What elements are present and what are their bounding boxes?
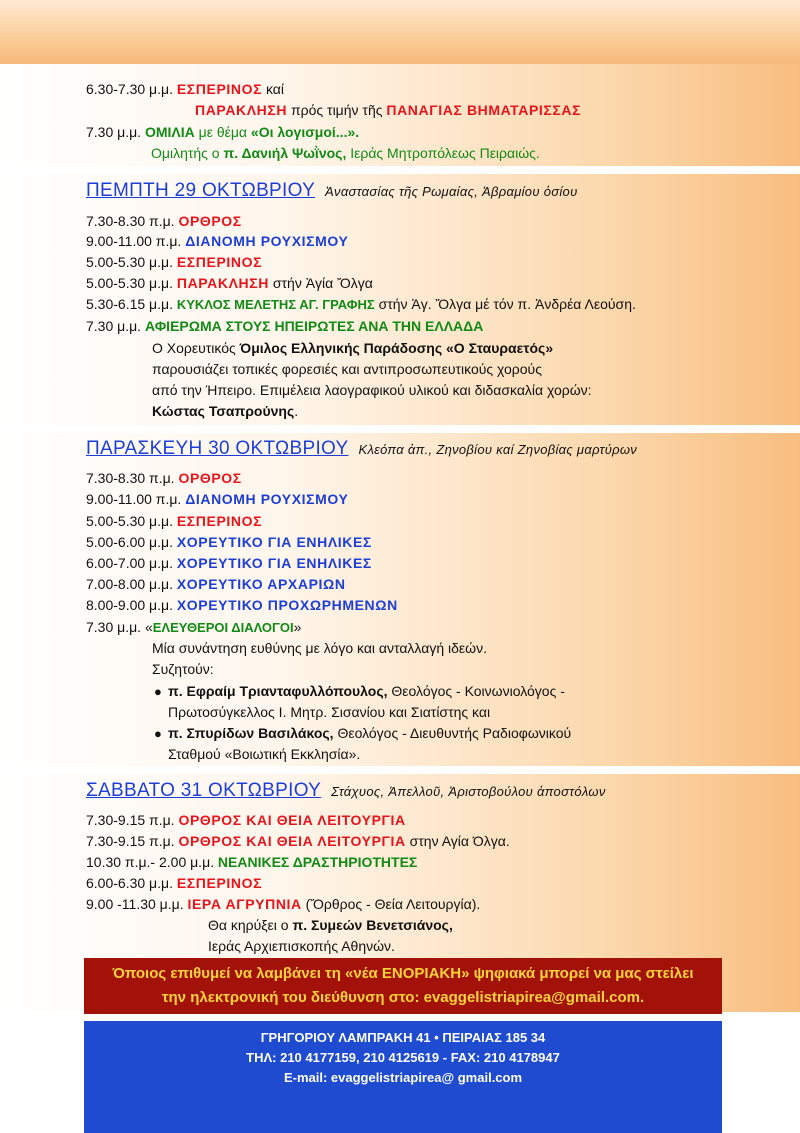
time: 8.00-9.00 μ.μ. — [86, 597, 173, 613]
speaker-name: π. Σπυρίδων Βασιλάκος, — [168, 725, 334, 741]
speaker-title: Πρωτοσύγκελλος Ι. Μητρ. Σισανίου και Σιατίστης και — [168, 704, 491, 720]
event: ΠΑΡΑΚΛΗΣΗ — [176, 275, 269, 291]
day-title: ΠΑΡΑΣΚΕΥΗ 30 ΟΚΤΩΒΡΙΟΥ — [86, 438, 349, 459]
newsletter-notice — [84, 958, 722, 1014]
quote-close: » — [293, 619, 302, 635]
text: . — [294, 403, 299, 419]
text: Μία συνάντηση ευθύνης με λόγο και ανταλλαγή ιδεών. — [152, 640, 487, 656]
schedule-row — [86, 617, 301, 638]
event-name: ΠΑΝΑΓΙΑΣ ΒΗΜΑΤΑΡΙΣΣΑΣ — [386, 102, 582, 118]
group-name: Όμιλος Ελληνικής Παράδοσης «Ο Σταυραετός» — [239, 340, 554, 356]
schedule-row — [86, 511, 262, 531]
text: Ο Χορευτικός — [152, 340, 236, 356]
day-title: ΠΕΜΠΤΗ 29 ΟΚΤΩΒΡΙΟΥ — [86, 180, 316, 201]
phones: ΤΗΛ: 210 4177159, 210 4125619 - FAX: 210 4178947 — [246, 1050, 560, 1065]
event: ΔΙΑΝΟΜΗ ΡΟΥΧΙΣΜΟΥ — [185, 491, 349, 507]
text: από την Ήπειρο. Επιμέλεια λαογραφικού υλικού και διδασκαλία χορών: — [152, 382, 592, 398]
quote-open: « — [144, 619, 153, 635]
event: ΝΕΑΝΙΚΕΣ ΔΡΑΣΤΗΡΙΟΤΗΤΕΣ — [217, 854, 418, 870]
location: στήν Ἁγ. Ὄλγα μέ τόν π. Ἀνδρέα Λεούση. — [378, 296, 636, 312]
time: 6.00-7.00 μ.μ. — [86, 555, 173, 571]
schedule-row — [86, 553, 372, 573]
location: στήν Ἁγία Ὄλγα — [272, 275, 373, 291]
contact-footer — [84, 1021, 722, 1133]
schedule-row — [86, 574, 346, 594]
time: 5.00-5.30 μ.μ. — [86, 254, 173, 270]
event: ΙΕΡΑ ΑΓΡΥΠΝΙΑ — [187, 896, 302, 912]
day-heading-thursday — [86, 180, 578, 202]
event: ΑΦΙΕΡΩΜΑ ΣΤΟΥΣ ΗΠΕΙΡΩΤΕΣ ΑΝΑ ΤΗΝ ΕΛΛΑΔΑ — [144, 318, 484, 334]
text: με θέμα — [198, 124, 248, 140]
description-line — [152, 401, 298, 421]
event-paraklisi: ΠΑΡΑΚΛΗΣΗ — [195, 102, 288, 118]
event: ΕΣΠΕΡΙΝΟΣ — [176, 875, 263, 891]
schedule-row — [86, 831, 510, 851]
bullet-icon: ● — [154, 726, 162, 741]
person-name: Κώστας Τσαπρούνης — [152, 403, 295, 419]
day-title: ΣΑΒΒΑΤΟ 31 ΟΚΤΩΒΡΙΟΥ — [86, 780, 322, 801]
event: ΧΟΡΕΥΤΙΚΟ ΑΡΧΑΡΙΩΝ — [176, 576, 346, 592]
preacher-name: π. Συμεών Βενετσιάνος, — [292, 917, 453, 933]
separator-3 — [0, 766, 800, 774]
notice-line: την ηλεκτρονική του διεύθυνση στο: evaggelistriapirea@gmail.com. — [161, 989, 645, 1006]
event: ΧΟΡΕΥΤΙΚΟ ΓΙΑ ΕΝΗΛΙΚΕΣ — [176, 534, 372, 550]
time: 5.00-5.30 μ.μ. — [86, 513, 173, 529]
address: ΓΡΗΓΟΡΙΟΥ ΛΑΜΠΡΑΚΗ 41 • ΠΕΙΡΑΙΑΣ 185 34 — [260, 1030, 546, 1045]
event: ΕΛΕΥΘΕΡΟΙ ΔΙΑΛΟΓΟΙ — [152, 620, 294, 635]
event-vespers: ΕΣΠΕΡΙΝΟΣ — [176, 81, 263, 97]
separator-1 — [0, 166, 800, 174]
description-line — [152, 638, 487, 658]
schedule-row — [86, 211, 242, 231]
description: (Ὄρθρος - Θεία Λειτουργία). — [305, 896, 481, 912]
time: 5.30-6.15 μ.μ. — [86, 296, 173, 312]
schedule-row — [86, 231, 348, 251]
text: παρουσιάζει τοπικές φορεσιές και αντιπροσωπευτικούς χορούς — [152, 361, 542, 377]
location: στην Αγία Όλγα. — [409, 833, 510, 849]
time: 5.00-6.00 μ.μ. — [86, 534, 173, 550]
text: Ιεράς Αρχιεπισκοπής Αθηνών. — [208, 938, 395, 954]
time: 5.00-5.30 μ.μ. — [86, 275, 173, 291]
saints-of-day: Στάχυος, Ἀπελλοῦ, Ἀριστοβούλου ἀποστόλων — [331, 784, 606, 799]
description-line — [152, 338, 553, 358]
time: 7.30-8.30 π.μ. — [86, 213, 175, 229]
prev-line-1 — [86, 79, 284, 99]
schedule-row — [86, 468, 242, 488]
time: 10.30 π.μ.- 2.00 μ.μ. — [86, 854, 215, 870]
notice-line: Όποιος επιθυμεί να λαμβάνει τη «νέα ΕΝΟΡΙΑΚΗ» ψηφιακά μπορεί να μας στείλει — [112, 965, 694, 982]
description-line — [152, 380, 592, 400]
time: 7.30-8.30 π.μ. — [86, 470, 175, 486]
time: 9.00-11.00 π.μ. — [86, 491, 182, 507]
top-band — [0, 0, 800, 64]
text: πρός τιμήν τῆς — [291, 102, 383, 118]
event-homily: ΟΜΙΛΙΑ — [144, 124, 195, 140]
bullet-icon: ● — [154, 684, 162, 699]
schedule-row — [86, 894, 480, 914]
schedule-row — [86, 489, 348, 509]
conjunction: καί — [265, 81, 285, 97]
schedule-row — [86, 273, 373, 293]
speaker-name: π. Δανιήλ Ψωῒνος, — [223, 145, 347, 161]
speaker-row — [154, 681, 565, 702]
day-heading-saturday — [86, 780, 606, 802]
saints-of-day: Κλεόπα ἀπ., Ζηνοβίου καί Ζηνοβίας μαρτύρων — [358, 442, 638, 457]
description-line — [152, 659, 214, 679]
description-line — [208, 936, 395, 956]
time: 6.00-6.30 μ.μ. — [86, 875, 173, 891]
time: 7.30-9.15 π.μ. — [86, 833, 175, 849]
speaker-title: Θεολόγος - Διευθυντής Ραδιοφωνικού — [337, 725, 572, 741]
schedule-row — [86, 873, 262, 893]
event: ΕΣΠΕΡΙΝΟΣ — [176, 254, 263, 270]
schedule-row — [86, 294, 636, 315]
event: ΧΟΡΕΥΤΙΚΟ ΓΙΑ ΕΝΗΛΙΚΕΣ — [176, 555, 372, 571]
saints-of-day: Ἀναστασίας τῆς Ρωμαίας, Ἀβραμίου ὁσίου — [325, 184, 578, 199]
prev-line-3 — [86, 122, 359, 142]
event: ΧΟΡΕΥΤΙΚΟ ΠΡΟΧΩΡΗΜΕΝΩΝ — [176, 597, 398, 613]
time: 7.30 μ.μ. — [86, 318, 142, 334]
time: 7.30-9.15 π.μ. — [86, 812, 175, 828]
day-heading-friday — [86, 438, 637, 460]
speaker-row — [154, 723, 571, 744]
event: ΟΡΘΡΟΣ — [178, 213, 242, 229]
event: ΟΡΘΡΟΣ — [178, 470, 242, 486]
event: ΕΣΠΕΡΙΝΟΣ — [176, 513, 263, 529]
homily-topic: «Οι λογισμοί...». — [250, 124, 360, 140]
time: 6.30-7.30 μ.μ. — [86, 81, 173, 97]
speaker-title: Σταθμού «Βοιωτική Εκκλησία». — [168, 746, 361, 762]
prev-line-4 — [151, 143, 540, 163]
schedule-row — [86, 595, 398, 615]
event: ΟΡΘΡΟΣ ΚΑΙ ΘΕΙΑ ΛΕΙΤΟΥΡΓΙΑ — [178, 812, 406, 828]
description-line — [152, 359, 542, 379]
speaker-name: π. Εφραίμ Τριανταφυλλόπουλος, — [168, 683, 388, 699]
separator-2 — [0, 425, 800, 433]
text: Ομιλητής ο — [151, 145, 220, 161]
schedule-row — [86, 852, 417, 872]
time: 9.00 -11.30 μ.μ. — [86, 896, 184, 912]
email-link[interactable]: E-mail: evaggelistriapirea@ gmail.com — [283, 1070, 523, 1085]
speaker-affiliation: Ιεράς Μητροπόλεως Πειραιώς. — [350, 145, 540, 161]
event: ΔΙΑΝΟΜΗ ΡΟΥΧΙΣΜΟΥ — [185, 233, 349, 249]
speaker-title: Θεολόγος - Κοινωνιολόγος - — [391, 683, 565, 699]
prev-line-2 — [195, 100, 581, 120]
text: Συζητούν: — [152, 661, 214, 677]
event: ΟΡΘΡΟΣ ΚΑΙ ΘΕΙΑ ΛΕΙΤΟΥΡΓΙΑ — [178, 833, 406, 849]
event: ΚΥΚΛΟΣ ΜΕΛΕΤΗΣ ΑΓ. ΓΡΑΦΗΣ — [176, 297, 375, 312]
speaker-row — [168, 702, 490, 722]
schedule-row — [86, 810, 406, 830]
time: 9.00-11.00 π.μ. — [86, 233, 182, 249]
time: 7.30 μ.μ. — [86, 124, 142, 140]
description-line — [208, 915, 453, 935]
time: 7.30 μ.μ. — [86, 619, 142, 635]
text: Θα κηρύξει ο — [208, 917, 289, 933]
schedule-row — [86, 532, 372, 552]
schedule-row — [86, 316, 483, 336]
schedule-row — [86, 252, 262, 272]
time: 7.00-8.00 μ.μ. — [86, 576, 173, 592]
speaker-row — [168, 744, 360, 764]
